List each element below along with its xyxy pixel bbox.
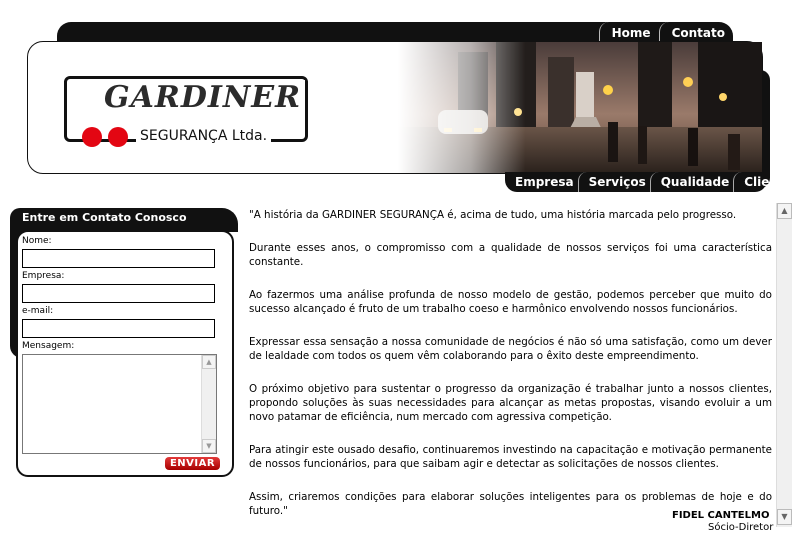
scroll-down-arrow-icon[interactable]: ▼ xyxy=(777,509,792,525)
content-paragraph: Para atingir este ousado desafio, continuaremos investindo na capacitação e motivação permanente de nossos funcionários, para que saibam agir e detectar as solicitações de nossos clientes. xyxy=(249,444,772,470)
email-label: e-mail: xyxy=(22,306,54,316)
logo-title: GARDINER xyxy=(100,80,305,115)
nav-home-link[interactable]: Home xyxy=(599,22,659,44)
gardiner-logo[interactable] xyxy=(64,76,310,146)
scroll-up-arrow-icon[interactable]: ▲ xyxy=(202,355,216,369)
empresa-label: Empresa: xyxy=(22,271,65,281)
main-nav xyxy=(505,172,799,192)
nav-qualidade-link[interactable]: Qualidade xyxy=(650,172,733,192)
textarea-scrollbar[interactable] xyxy=(201,355,216,453)
nav-contato-link[interactable]: Contato xyxy=(659,22,733,44)
mensagem-textarea[interactable] xyxy=(22,354,217,454)
content-paragraph: O próximo objetivo para sustentar o progresso da organização é trabalhar junto a nossos clientes, propondo soluções às suas necessidades para alcançar as metas propostas, visando evoluir a um novo patamar de eficiência, num mercado com agressiva competição. xyxy=(249,383,772,423)
logo-subtitle: SEGURANÇA Ltda. xyxy=(136,128,271,144)
empresa-input[interactable] xyxy=(22,284,215,303)
content-paragraph: "A história da GARDINER SEGURANÇA é, acima de tudo, uma história marcada pelo progresso. xyxy=(249,209,737,221)
content-paragraph: Assim, criaremos condições para elaborar soluções inteligentes para os problemas de hoje e do futuro." xyxy=(249,491,772,517)
city-night-photo xyxy=(398,42,762,173)
signature-name: FIDEL CANTELMO xyxy=(672,510,770,521)
nome-input[interactable] xyxy=(22,249,215,268)
scroll-down-arrow-icon[interactable]: ▼ xyxy=(202,439,216,453)
logo-red-dot xyxy=(82,127,102,147)
nav-clientes-link[interactable]: Clientes xyxy=(733,172,803,192)
contact-form-title: Entre em Contato Conosco xyxy=(22,211,187,224)
content-paragraph: Expressar essa sensação a nossa comunidade de negócios é não só uma satisfação, como um dever de lealdade com todos os quem vêm colaborando para o êxito deste empreendimento. xyxy=(249,336,772,362)
content-scrollbar[interactable] xyxy=(776,203,792,527)
nav-empresa-link[interactable]: Empresa xyxy=(515,175,574,189)
nome-label: Nome: xyxy=(22,236,52,246)
content-paragraph: Ao fazermos uma análise profunda de nosso modelo de gestão, podemos perceber que muito do sucesso alcançado é fruto de um trabalho coeso e harmônico envolvendo nossos funcionários. xyxy=(249,289,772,315)
main-content xyxy=(249,208,772,537)
signature-role: Sócio-Diretor xyxy=(708,522,774,533)
content-paragraph: Durante esses anos, o compromisso com a qualidade de nossos serviços foi uma característica constante. xyxy=(249,242,772,268)
logo-red-dot xyxy=(108,127,128,147)
mensagem-label: Mensagem: xyxy=(22,341,75,351)
email-input[interactable] xyxy=(22,319,215,338)
nav-servicos-link[interactable]: Serviços xyxy=(578,172,650,192)
scroll-up-arrow-icon[interactable]: ▲ xyxy=(777,203,792,219)
enviar-button[interactable]: ENVIAR xyxy=(165,457,220,470)
